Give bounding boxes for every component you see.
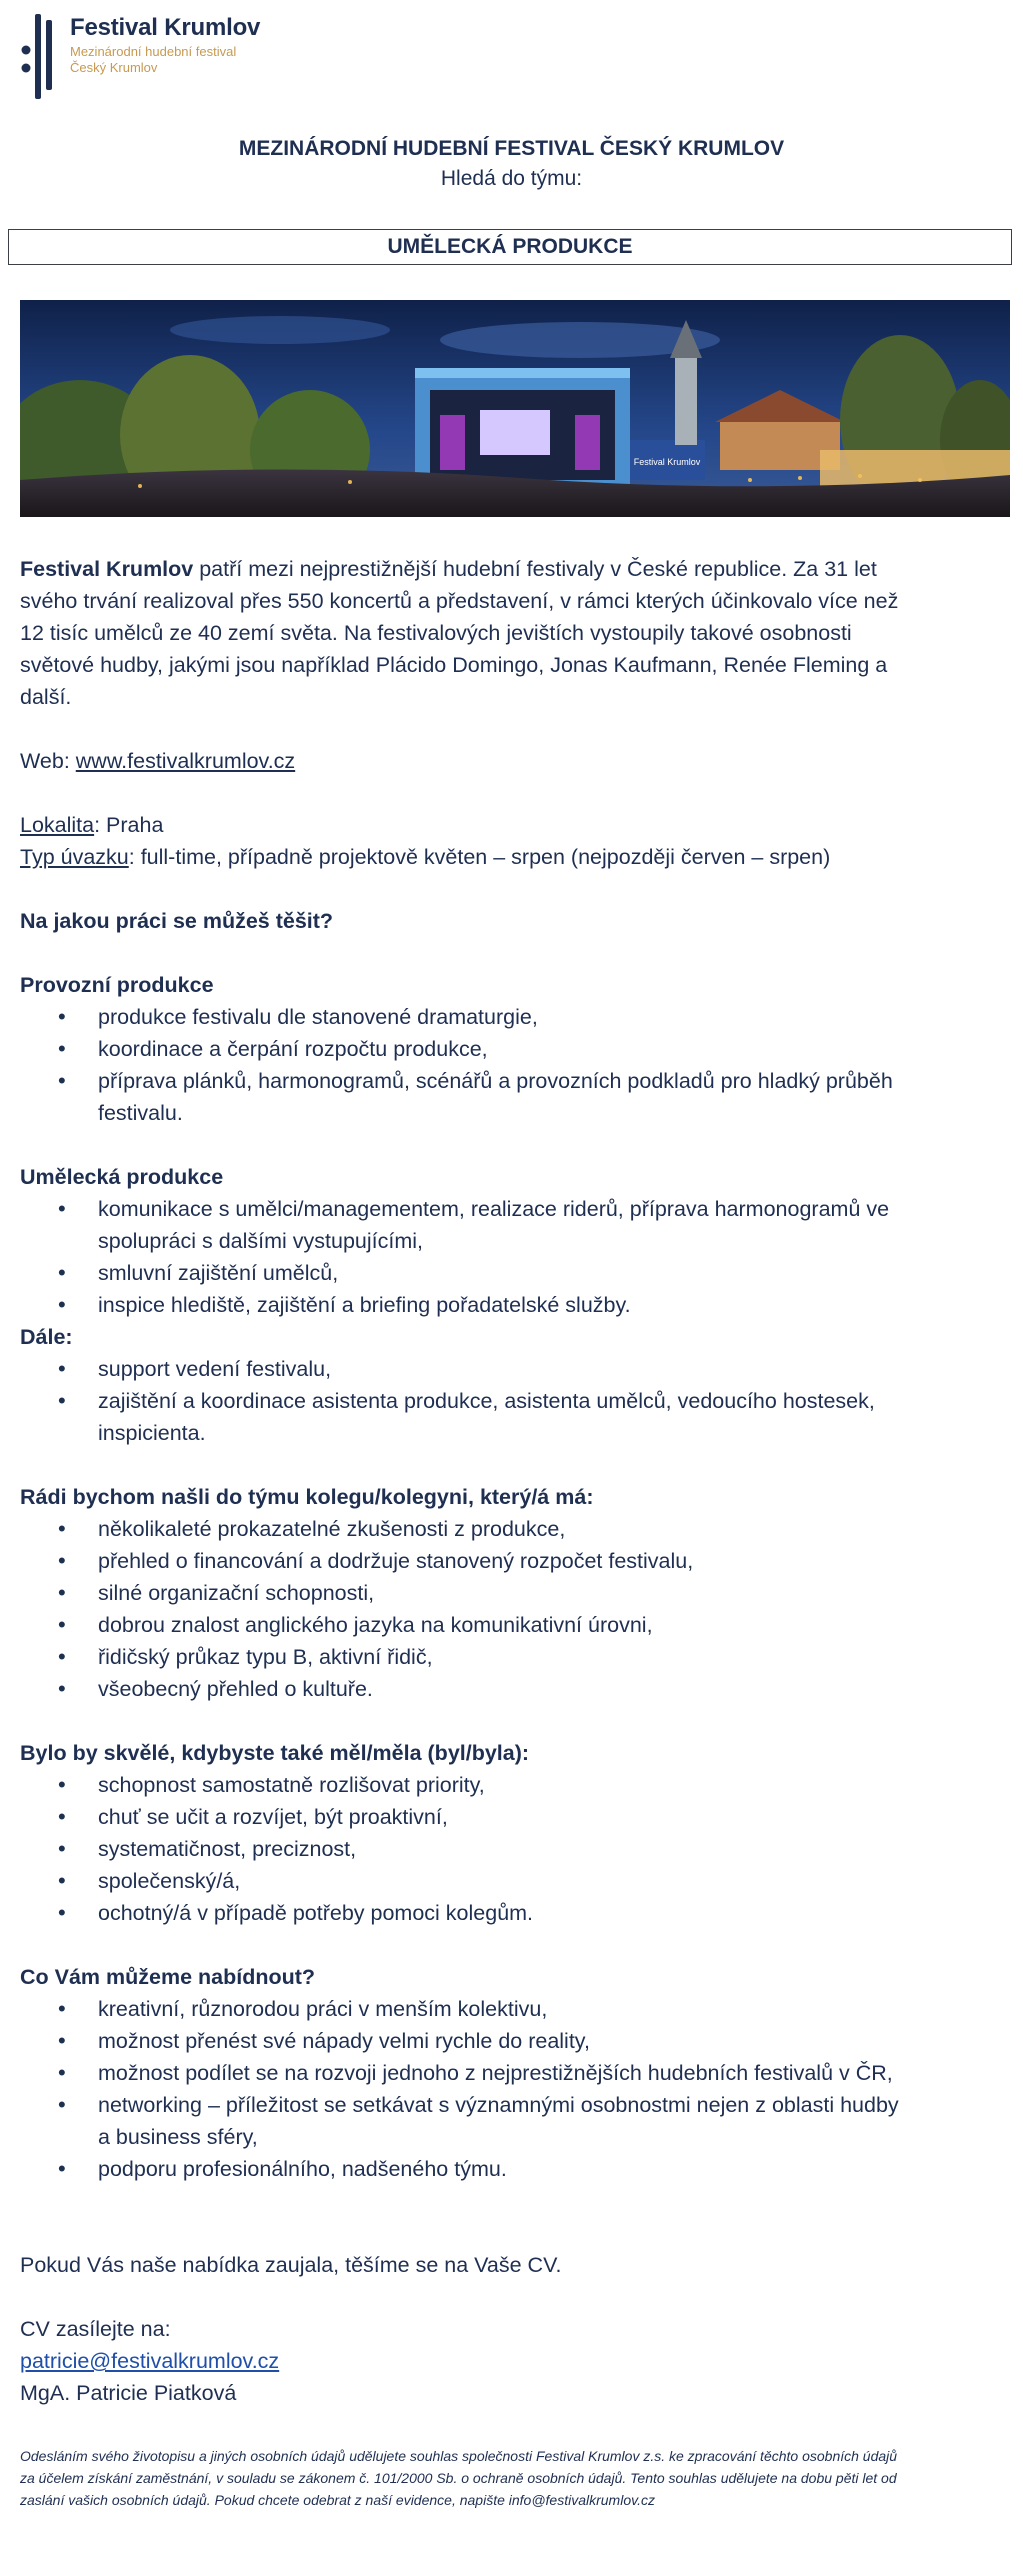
- list-item-continuation: spolupráci s dalšími vystupujícími,: [98, 1229, 423, 1253]
- further-list: [20, 1353, 1005, 1417]
- offer-list-cont: [20, 2153, 1005, 2185]
- intro-line: světové hudby, jakými jsou například Plácido Domingo, Jonas Kaufmann, Renée Fleming a: [20, 653, 888, 677]
- artistic-list-cont: [20, 1257, 1005, 1321]
- list-item-continuation: a business sféry,: [98, 2125, 258, 2149]
- work-heading: Na jakou práci se můžeš těšit?: [20, 909, 334, 933]
- hero-banner-text: Festival Krumlov: [633, 457, 701, 467]
- list-item: • koordinace a čerpání rozpočtu produkce,: [20, 1033, 1005, 1065]
- footer-line: Odesláním svého životopisu a jiných osobních údajů udělujete souhlas společnosti Festival Krumlov z.s. ke zpracování těchto osobních údajů: [20, 2448, 898, 2464]
- list-item: • kreativní, různorodou práci v menším kolektivu,: [20, 1993, 1005, 2025]
- operational-heading: Provozní produkce: [20, 973, 214, 997]
- bonus-list: [20, 1769, 1005, 1929]
- list-item: • možnost přenést své nápady velmi rychle do reality,: [20, 2025, 1005, 2057]
- list-item: • všeobecný přehled o kultuře.: [20, 1673, 1005, 1705]
- list-item-continuation: festivalu.: [98, 1101, 183, 1125]
- list-item: • networking – příležitost se setkávat s významnými osobnostmi nejen z oblasti hudby: [20, 2089, 1005, 2121]
- logo-mark-icon: [20, 6, 64, 106]
- list-item: • možnost podílet se na rozvoji jednoho z nejprestižnějších hudebních festivalů v ČR,: [20, 2057, 1005, 2089]
- list-item: • dobrou znalost anglického jazyka na komunikativní úrovni,: [20, 1609, 1005, 1641]
- list-item: • systematičnost, preciznost,: [20, 1833, 1005, 1865]
- requirements-heading: Rádi bychom našli do týmu kolegu/kolegyni, který/á má:: [20, 1485, 594, 1509]
- contact-name: MgA. Patricie Piatková: [20, 2381, 237, 2405]
- location-label: Lokalita: [20, 813, 95, 837]
- list-item: • schopnost samostatně rozlišovat priority,: [20, 1769, 1005, 1801]
- footer-line: zaslání vašich osobních údajů. Pokud chcete odebrat z naší evidence, napište info@festivalkrumlov.cz: [20, 2492, 655, 2508]
- footer-line: za účelem získání zaměstnání, v souladu se zákonem č. 101/2000 Sb. o ochraně osobních údajů. Tento souhlas udělujete na dobu pěti let od: [20, 2470, 897, 2486]
- page-subtitle: Hledá do týmu:: [440, 167, 583, 190]
- list-item: • produkce festivalu dle stanovené dramaturgie,: [20, 1001, 1005, 1033]
- location-line: [20, 809, 1005, 841]
- position-title-box: UMĚLECKÁ PRODUKCE: [8, 229, 1012, 265]
- contract-type-value: : full-time, případně projektově květen – srpen (nejpozději červen – srpen): [128, 845, 831, 869]
- list-item: • společenský/á,: [20, 1865, 1005, 1897]
- offer-list: [20, 1993, 1005, 2121]
- further-heading: Dále:: [20, 1325, 73, 1349]
- logo-subtitle-line1: Mezinárodní hudební festival: [70, 44, 237, 59]
- list-item: • řidičský průkaz typu B, aktivní řidič,: [20, 1641, 1005, 1673]
- list-item: • silné organizační schopnosti,: [20, 1577, 1005, 1609]
- logo-name: Festival Krumlov: [70, 14, 261, 41]
- intro-paragraph: [20, 553, 1005, 713]
- list-item: • několikaleté prokazatelné zkušenosti z produkce,: [20, 1513, 1005, 1545]
- contract-type-label: Typ úvazku: [20, 845, 129, 869]
- list-item: • zajištění a koordinace asistenta produkce, asistenta umělců, vedoucího hostesek,: [20, 1385, 1005, 1417]
- intro-line: svého trvání realizoval přes 550 koncertů a představení, v rámci kterých účinkovalo více než: [20, 589, 899, 613]
- list-item: • komunikace s umělci/managementem, realizace riderů, příprava harmonogramů ve: [20, 1193, 1005, 1225]
- location-value: : Praha: [94, 813, 164, 837]
- web-line: [20, 745, 1005, 777]
- bonus-heading: Bylo by skvělé, kdybyste také měl/měla (byl/byla):: [20, 1741, 530, 1765]
- gdpr-footer: [20, 2445, 1010, 2511]
- festival-hero-image: [20, 300, 1010, 517]
- closing-text: Pokud Vás naše nabídka zaujala, těšíme se na Vaše CV.: [20, 2253, 562, 2277]
- intro-line: 12 tisíc umělců ze 40 zemí světa. Na festivalových jevištích vystoupily takové osobnosti: [20, 621, 852, 645]
- operational-list: [20, 1001, 1005, 1097]
- list-item: • chuť se učit a rozvíjet, být proaktivní,: [20, 1801, 1005, 1833]
- intro-line: patří mezi nejprestižnější hudební festivaly v České republice. Za 31 let: [193, 557, 877, 581]
- logo-subtitle-line2: Český Krumlov: [70, 59, 158, 75]
- list-item: • přehled o financování a dodržuje stanovený rozpočet festivalu,: [20, 1545, 1005, 1577]
- cv-label: CV zasílejte na:: [20, 2317, 171, 2341]
- offer-heading: Co Vám můžeme nabídnout?: [20, 1965, 316, 1989]
- list-item: • support vedení festivalu,: [20, 1353, 1005, 1385]
- list-item: • ochotný/á v případě potřeby pomoci kolegům.: [20, 1897, 1005, 1929]
- web-label: Web:: [20, 749, 76, 773]
- contract-type-line: [20, 841, 1005, 873]
- page-title: MEZINÁRODNÍ HUDEBNÍ FESTIVAL ČESKÝ KRUMLOV: [238, 137, 785, 160]
- job-description: [20, 553, 1005, 2409]
- contact-email-link[interactable]: patricie@festivalkrumlov.cz: [20, 2349, 280, 2373]
- web-link[interactable]: www.festivalkrumlov.cz: [75, 749, 296, 773]
- requirements-list: [20, 1513, 1005, 1705]
- list-item-continuation: inspicienta.: [98, 1421, 206, 1445]
- artistic-list: [20, 1193, 1005, 1225]
- festival-logo: [20, 6, 320, 106]
- list-item: • smluvní zajištění umělců,: [20, 1257, 1005, 1289]
- list-item: • inspice hlediště, zajištění a briefing pořadatelské služby.: [20, 1289, 1005, 1321]
- artistic-heading: Umělecká produkce: [20, 1165, 224, 1189]
- list-item: • podporu profesionálního, nadšeného týmu.: [20, 2153, 1005, 2185]
- intro-line: další.: [20, 685, 72, 709]
- list-item: • příprava plánků, harmonogramů, scénářů a provozních podkladů pro hladký průběh: [20, 1065, 1005, 1097]
- intro-brand: Festival Krumlov: [20, 557, 194, 581]
